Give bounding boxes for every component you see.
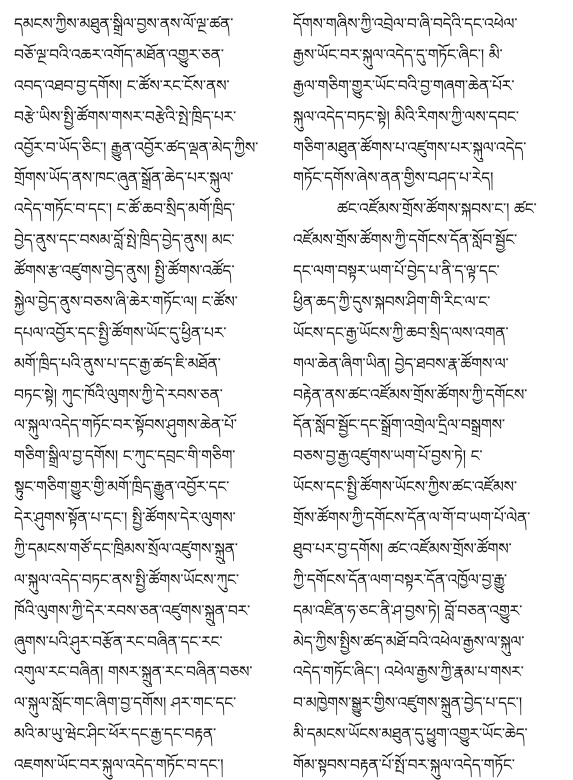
text-line: དོགས་གཞིས་ཀྱི་འབྲེལ་བ་ཞི་བདེའི་དང་འཕེལ་ [293, 15, 518, 33]
text-line: དམ་འཛིན་ཧ་ཅང་ནི་ཤ་བྱས་ཏེ། བློ་བཅན་འགྱུར་ [293, 601, 523, 620]
text-line: ཞུགས་པའི་ཤུར་བརྩོན་རང་བཞིན་དང་རང་ [14, 632, 223, 651]
text-line: འགུལ་རང་བཞིན། གསར་སྐྲུན་རང་བཞིན་བཅས་ [14, 663, 253, 682]
text-line: གྲོས་ཚོགས་ཀྱི་དགོངས་དོན་ལ་གོ་བ་ཡག་པོ་ལེན་ [293, 509, 531, 527]
text-line: འབྱོར་བ་ཡོད་ཅིང་། རྒྱུན་འབྱོར་ཚད་ལྡན་མེད་ཀྱིས་ [14, 138, 259, 157]
text-line: སྟུང་གཅིག་གྱུར་གྱི་མགོ་ཁྲིད་རྒྱུན་འབྱོར་དང་ [14, 478, 230, 497]
text-line: བརྟེན་ནས་ཚང་འཛོམས་གྲོས་ཚོགས་ཀྱི་དགོངས་ [293, 385, 528, 404]
text-line: དོན་སློབ་སྦྱོང་དང་སྒྲོག་འགྲེལ་དྲིལ་བསྒྲགས་ [293, 416, 505, 435]
text-line: ཁོའི་ལུགས་ཀྱི་དེར་རབས་ཅན་འཛུགས་སྐྲུན་བར་ [14, 601, 251, 620]
text-line: བྱེད་ནུས་དང་བསམ་བློ་སྤེ་ཁྲིད་བྱེད་ནུས། མང་ [14, 231, 235, 250]
text-line: དང་ལག་བསྟར་ཡག་པོ་བྱེད་པ་ནི་ད་ལྟ་དང་ [293, 262, 500, 280]
text-line: གལ་ཆེན་ཞིག་ཡིན། བྱེད་ཐབས་རྣ་ཚོགས་ལ་ [293, 354, 509, 373]
text-line: ཕྱིན་ཆད་ཀྱི་དུས་སྐབས་ཤིག་གི་རིང་ལ་ང་ [293, 292, 491, 311]
text-line: གོམ་སྟབས་བརྟན་པོ་སྤོ་བར་སྐུལ་འདེད་གཏོང་ [293, 756, 515, 774]
text-line: རྒྱས་ཡོང་བར་སྐུལ་འདེད་དུ་གཏོང་ཞིང་། མི་ [293, 45, 503, 64]
text-line: ཚང་འཛོམས་གྲོས་ཚོགས་སྐབས་ང་། ཚང་ [337, 200, 537, 219]
text-line: བཏང་སྟེ། ཀུང་ཁོའི་ལུགས་ཀྱི་དེ་རབས་ཅན་ [14, 385, 223, 404]
text-line: བརྩེ་ཡིས་སྤྱི་ཚོགས་གསར་བརྩེའི་སྤེ་ཁྲིད་པར་ [14, 107, 237, 126]
text-line: འབད་འཐབ་བྱ་དགོས། ང་ཚོས་རང་ངོས་ནས་ [14, 76, 230, 95]
text-line: འཇགས་ཡོང་བར་སྐུལ་འདེད་གཏོང་བ་དང་། [14, 756, 224, 774]
text-line: སྐྱེལ་བྱེད་ནུས་བཅས་ཞི་ཆེར་གཏོང་ལ། ང་ཚོས་ [14, 292, 238, 311]
text-line: གཅིག་མཐུན་ཚོགས་པ་འཛུགས་པར་སྐུལ་འདེད་ [293, 138, 527, 157]
text-line: འདེད་གཏོང་ཞིང་། འཕེལ་རྒྱས་ཀྱི་རྣམ་པ་གསར་ [293, 663, 524, 682]
text-line: དམངས་ཀྱིས་མཐུན་སྒྲིལ་བྱས་ནས་ལོ་ལྔ་ཚན་ [14, 15, 234, 33]
text-line: ཀྱི་དགོངས་དོན་ལག་བསྟར་དོན་འཁྱོལ་བྱ་རྒྱུ་ [293, 570, 507, 589]
text-line: ལ་སྐུལ་འདེད་གཏོང་བར་སྟོབས་ཤུགས་ཆེན་པོ་ [14, 416, 237, 435]
text-line: ལ་སྐུལ་འདེད་བཏང་ནས་སྤྱི་ཚོགས་ཡོངས་ཀུང་ [14, 570, 239, 589]
text-line: དཔལ་འབྱོར་དང་སྤྱི་ཚོགས་ཡོང་དུ་ཕྱིན་པར་ [14, 323, 227, 342]
text-line: བཅས་བྱ་རྒྱ་འཛུགས་ཡག་པོ་བྱས་ཏེ། ང་ [293, 447, 483, 466]
text-line: གཏོང་དགོས་ཞེས་ནན་གྱིས་བཤད་པ་རེད། [293, 169, 494, 188]
text-line: མགོ་ཁྲིད་པའི་ནུས་པ་དང་རྒྱ་ཚད་ཇི་མཐོན་ [14, 354, 221, 373]
text-line: ཀྱི་དམངས་གཙོ་དང་ཁྲིམས་སྲོལ་འཛུགས་སྐྲུན་ [14, 539, 238, 558]
left-text-column [14, 8, 280, 780]
text-line: ལ་སྐུལ་སློང་གང་ཞིག་བྱ་དགོས། ཤར་གང་དང་ [14, 694, 237, 713]
text-line: ཡོངས་དང་རྒྱ་ཡོངས་ཀྱི་ཆབ་སྲིད་ལས་འགན་ [293, 323, 509, 342]
text-line: བ་མཁྱེགས་སྒྱུར་གྱིས་འཛུགས་སྐྲུན་བྱེད་པ་དང་། [293, 694, 522, 713]
text-line: དེར་ཤུགས་སྟོན་པ་དང་། སྤྱི་ཚོགས་དེར་ལུགས་ [14, 509, 236, 527]
text-line: འདེད་གཏོང་བ་དང་། ང་ཚོ་ཆབ་སྲིད་མགོ་ཁྲིད་ [14, 200, 235, 219]
text-line: མི་དམངས་ཡོངས་མཐུན་དུ་ཕྱུག་འགྱུར་ཡོང་ཆེད་ [293, 725, 528, 744]
text-line: གྲོགས་ཡོད་ནས་ཁང་ཞུན་སྒྲོན་ཆེད་པར་སྐུལ་ [14, 169, 234, 188]
text-line: རྒྱལ་གཅིག་གྱུར་ཡོང་བའི་བྱ་གཞག་ཆེན་པོར་ [293, 76, 515, 95]
text-line: ཐུབ་པར་བྱ་དགོས། ཚང་འཛོམས་གྲོས་ཚོགས་ [293, 539, 512, 558]
text-line: འཛོམས་གྲོས་ཚོགས་ཀྱི་དགོངས་དོན་སློབ་སྦྱོང་ [293, 231, 518, 250]
text-line: སྐུལ་འདེད་བཏང་སྟེ། མིའི་རིགས་ཀྱི་ལས་དབང་ [293, 107, 519, 126]
text-line: གཅིག་སྒྲིལ་བྱ་དགོས། ང་ཀུང་དབྲང་གི་གཅིག་ [14, 447, 236, 466]
text-line: ཡོངས་དང་སྤྱི་ཚོགས་ཡོངས་ཀྱིས་ཚང་འཛོམས་ [293, 478, 517, 497]
text-line: ཚོགས་རྩ་འཛུགས་བྱེད་ནུས། སྤྱི་ཚོགས་འཚོད་ [14, 262, 235, 280]
text-line: མའི་མ་ཡུ་ཝེང་ཤིང་ཕོར་དང་རྒྱ་དང་བརྟན་ [14, 725, 217, 744]
text-line: མེད་ཀྱིས་སྤྱིས་ཚད་མཐོ་བའི་འཕེལ་རྒྱས་ལ་སྐུལ་ [293, 632, 525, 651]
right-text-column [293, 8, 559, 780]
text-line: བཅོ་ལྔ་བའི་འཆར་འགོད་མཐོན་འགྱུར་ཅན་ [14, 45, 224, 64]
